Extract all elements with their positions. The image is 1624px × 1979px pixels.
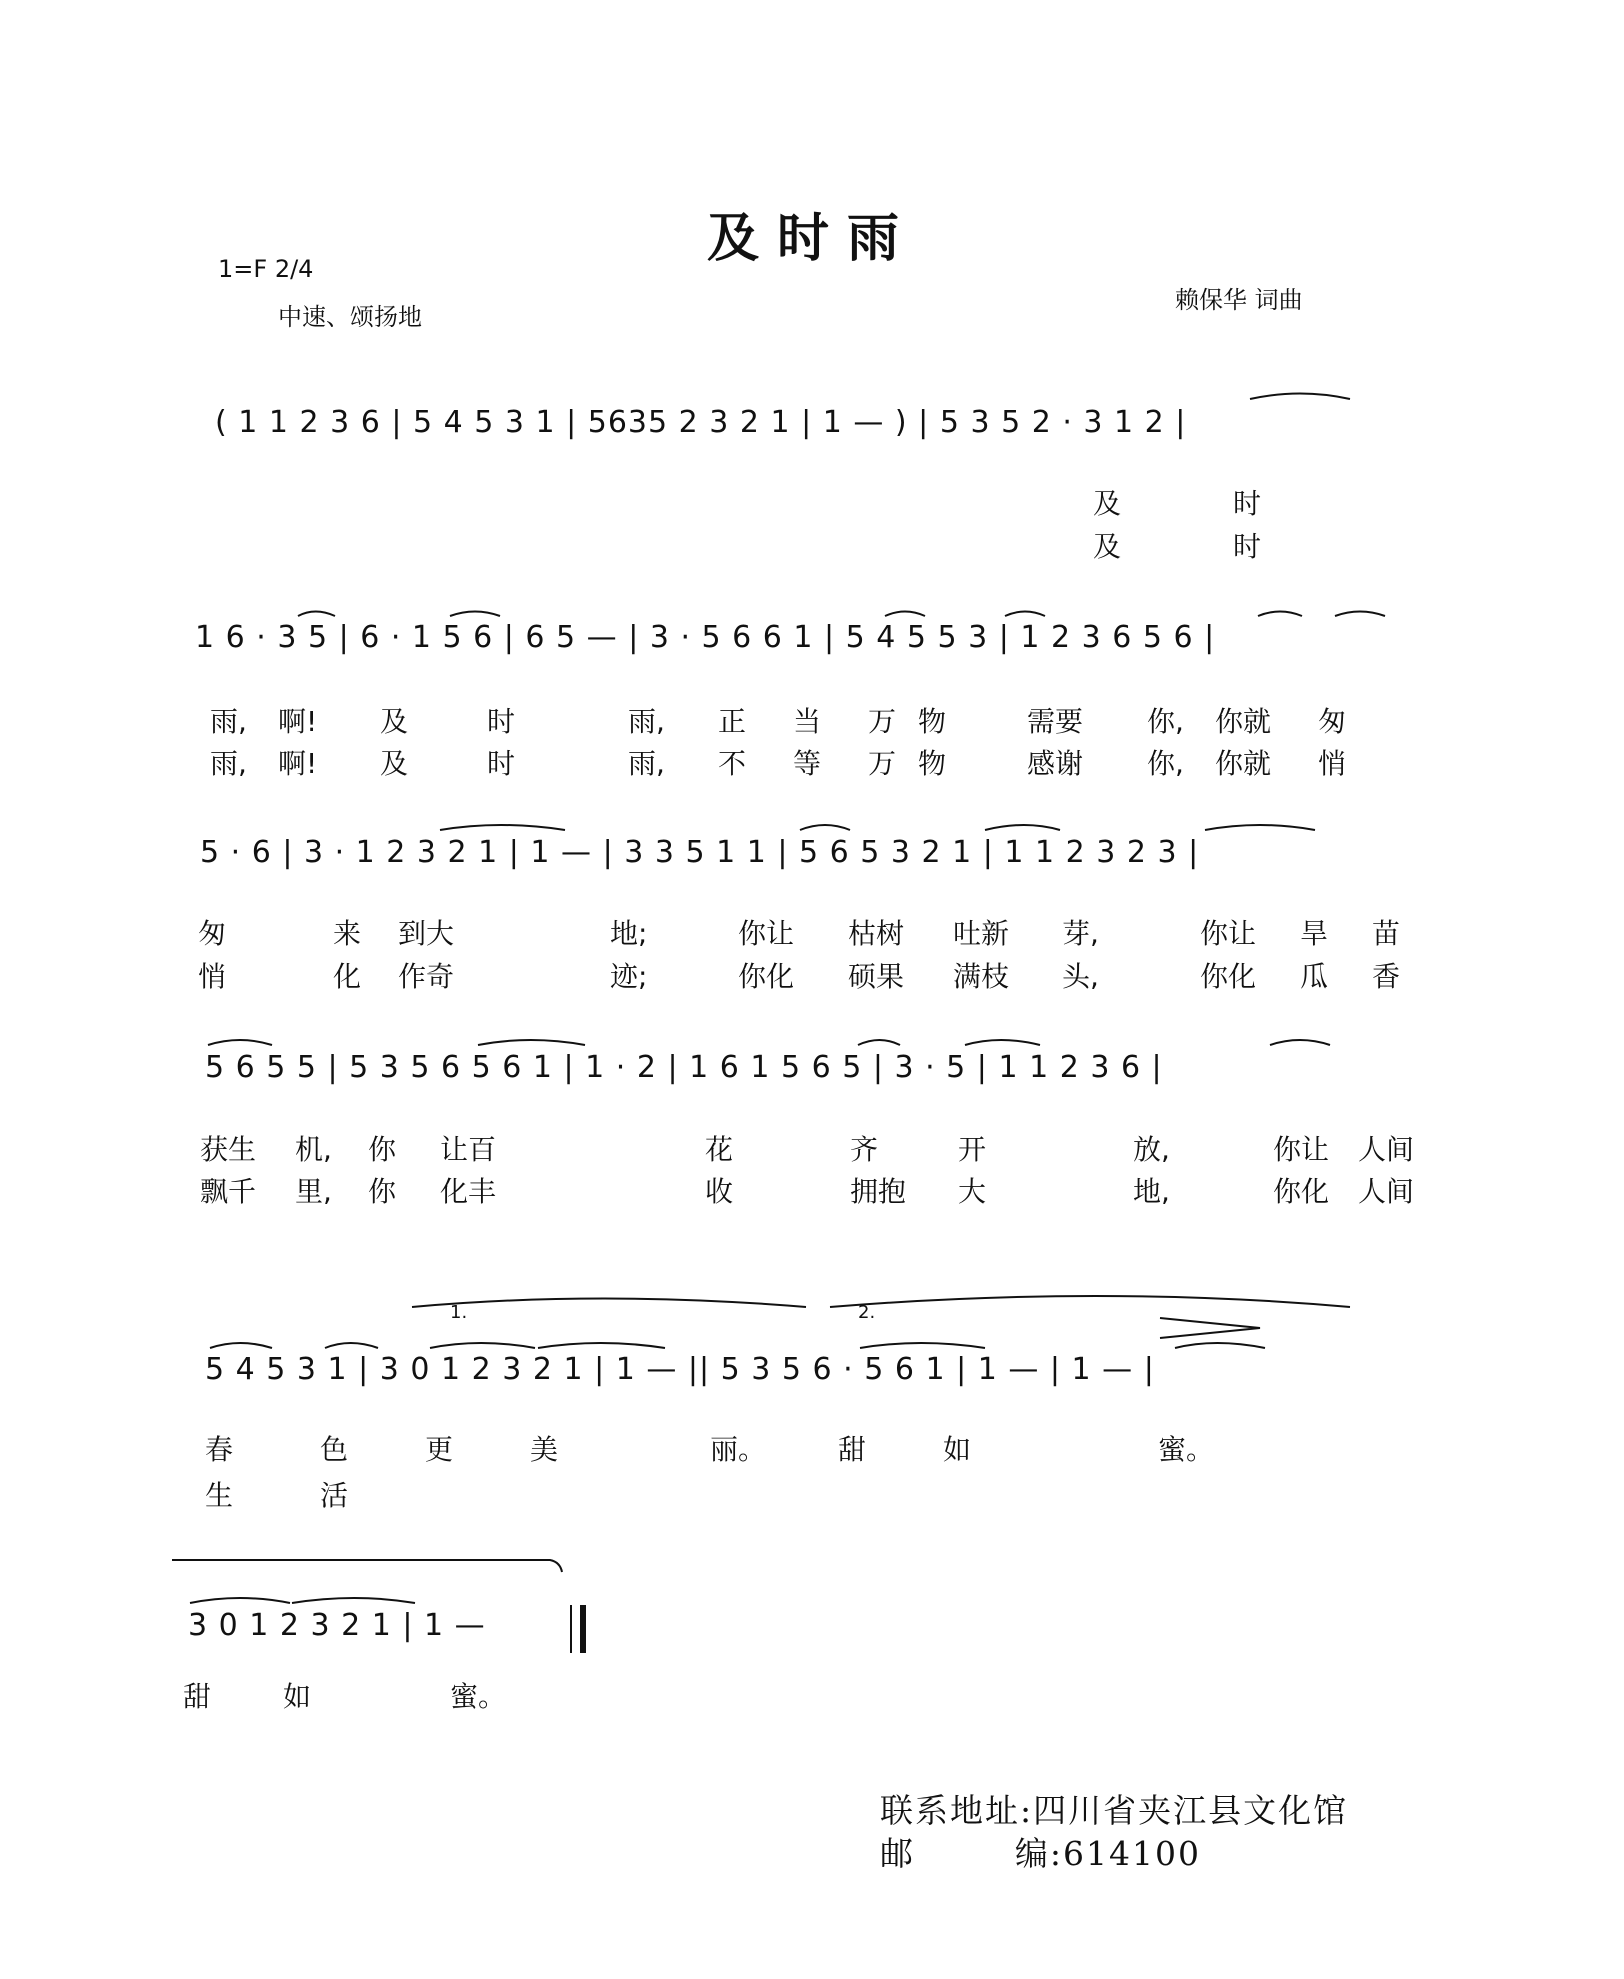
tie-mark (190, 1598, 290, 1603)
lyric-word: 人间 (1358, 1175, 1415, 1208)
volta-2-label: 2. (858, 1302, 876, 1323)
lyric-word: 花 (705, 1133, 734, 1166)
final-barline-thin (570, 1605, 572, 1653)
lyric-word: 机, (295, 1133, 332, 1166)
lyric-word: 作奇 (398, 960, 455, 993)
lyric-word: 飘千 (200, 1175, 257, 1208)
lyric-word: 春 (205, 1433, 234, 1466)
tie-mark (210, 1343, 272, 1348)
lyric-word: 啊! (278, 747, 318, 780)
lyric-word: 时 (1233, 487, 1262, 520)
lyric-word: 物 (918, 705, 947, 738)
lyric-word: 让百 (440, 1133, 497, 1166)
lyric-word: 甜 (838, 1433, 867, 1466)
lyric-word: 美 (530, 1433, 559, 1466)
lyric-word: 万 (868, 705, 897, 738)
lyric-word: 你让 (1273, 1133, 1330, 1166)
lyric-word: 地; (610, 917, 648, 950)
system-3-notation: 5 · 6 | 3 · 1 2 3 2 1 | 1 — | 3 3 5 1 1 | 5 6 5 3 2 1 | 1 1 2 3 2 3 | (200, 835, 1200, 870)
lyric-word: 放, (1133, 1133, 1170, 1166)
lyric-word: 开 (958, 1133, 987, 1166)
lyric-word: 蜜。 (1158, 1433, 1215, 1466)
contact-address: 联系地址:四川省夹江县文化馆 (880, 1791, 1349, 1830)
lyric-word: 时 (487, 705, 516, 738)
tie-mark (1005, 612, 1045, 617)
lyric-word: 大 (958, 1175, 987, 1208)
lyric-word: 生 (205, 1479, 234, 1512)
tie-mark (1270, 1040, 1330, 1045)
system-1-notation: ( 1 1 2 3 6 | 5 4 5 3 1 | 5635 2 3 2 1 | 1 — ) | 5 3 5 2 · 3 1 2 | (215, 405, 1187, 440)
lyric-word: 芽, (1062, 917, 1099, 950)
lyric-word: 齐 (850, 1133, 879, 1166)
lyric-word: 及 (1093, 487, 1122, 520)
lyric-word: 你 (368, 1133, 397, 1166)
lyric-word: 你, (1147, 705, 1184, 738)
lyric-word: 拥抱 (850, 1175, 907, 1208)
lyric-word: 化丰 (440, 1175, 497, 1208)
lyric-word: 吐新 (953, 917, 1010, 950)
lyric-word: 如 (283, 1680, 312, 1713)
lyric-word: 及 (380, 747, 409, 780)
system-5-notation: 5 4 5 3 1 | 3 0 1 2 3 2 1 | 1 — || 5 3 5 6 · 5 6 1 | 1 — | 1 — | (205, 1352, 1155, 1387)
tie-mark (800, 825, 850, 830)
lyric-word: 瓜 (1300, 960, 1329, 993)
lyric-word: 你就 (1215, 705, 1272, 738)
lyric-word: 时 (487, 747, 516, 780)
lyric-word: 匆 (1318, 705, 1347, 738)
lyric-word: 苗 (1372, 917, 1401, 950)
lyric-word: 雨, (210, 705, 247, 738)
system-6-notation: 3 0 1 2 3 2 1 | 1 — (188, 1608, 486, 1643)
lyric-word: 悄 (198, 960, 227, 993)
tie-mark (450, 612, 500, 617)
tie-mark (292, 1598, 415, 1603)
lyric-word: 更 (425, 1433, 454, 1466)
lyric-word: 雨, (628, 747, 665, 780)
lyric-word: 活 (320, 1479, 349, 1512)
lyric-word: 感谢 (1027, 747, 1084, 780)
tie-mark (208, 1040, 272, 1045)
lyric-word: 里, (295, 1175, 332, 1208)
lyric-word: 需要 (1027, 705, 1084, 738)
lyric-word: 香 (1372, 960, 1401, 993)
lyric-word: 及 (1093, 530, 1122, 563)
tie-mark (885, 612, 925, 617)
lyric-word: 正 (718, 705, 747, 738)
lyric-word: 到大 (398, 917, 455, 950)
tie-mark (1175, 1343, 1265, 1348)
decrescendo-hairpin (1160, 1318, 1260, 1338)
lyric-word: 雨, (628, 705, 665, 738)
lyric-word: 你 (368, 1175, 397, 1208)
lyric-word: 不 (718, 747, 747, 780)
lyric-word: 获生 (200, 1133, 257, 1166)
tie-mark (1335, 612, 1385, 617)
tempo-marking: 中速、颂扬地 (278, 303, 422, 331)
lyric-word: 你化 (1273, 1175, 1330, 1208)
tie-mark (298, 612, 335, 617)
system-4-notation: 5 6 5 5 | 5 3 5 6 5 6 1 | 1 · 2 | 1 6 1 5 6 5 | 3 · 5 | 1 1 2 3 6 | (205, 1050, 1163, 1085)
lyric-word: 时 (1233, 530, 1262, 563)
volta-2-bracket (830, 1296, 1350, 1307)
volta-1-label: 1. (450, 1302, 468, 1323)
lyric-word: 人间 (1358, 1133, 1415, 1166)
tie-mark (325, 1343, 378, 1348)
tie-mark (478, 1040, 585, 1045)
lyric-word: 满枝 (953, 960, 1010, 993)
lyric-word: 你就 (1215, 747, 1272, 780)
tie-mark (1205, 825, 1315, 830)
lyric-word: 及 (380, 705, 409, 738)
lyric-word: 枯树 (848, 917, 905, 950)
lyric-word: 啊! (278, 705, 318, 738)
credit-line: 赖保华 词曲 (1175, 286, 1303, 314)
lyric-word: 硕果 (848, 960, 905, 993)
lyric-word: 蜜。 (450, 1680, 507, 1713)
lyric-word: 悄 (1318, 747, 1347, 780)
system-2-notation: 1 6 · 3 5 | 6 · 1 5 6 | 6 5 — | 3 · 5 6 6 1 | 5 4 5 5 3 | 1 2 3 6 5 6 | (195, 620, 1216, 655)
contact-postcode: 邮 编:614100 (880, 1834, 1202, 1873)
lyric-word: 雨, (210, 747, 247, 780)
lyric-word: 甜 (183, 1680, 212, 1713)
lyric-word: 来 (333, 917, 362, 950)
song-title: 及时雨 (706, 208, 917, 269)
lyric-word: 你让 (738, 917, 795, 950)
volta-1-bracket (412, 1299, 806, 1308)
lyric-word: 迹; (610, 960, 648, 993)
tie-mark (538, 1343, 665, 1348)
lyric-word: 你让 (1200, 917, 1257, 950)
lyric-word: 地, (1133, 1175, 1170, 1208)
final-barline (580, 1605, 586, 1653)
tie-mark (858, 1040, 900, 1045)
lyric-word: 你, (1147, 747, 1184, 780)
tie-mark (965, 1040, 1040, 1045)
tie-mark (985, 825, 1060, 830)
lyric-word: 等 (793, 747, 822, 780)
lyric-word: 化 (333, 960, 362, 993)
lyric-word: 丽。 (710, 1433, 767, 1466)
lyric-word: 当 (793, 705, 822, 738)
tie-mark (430, 1343, 535, 1348)
lyric-word: 你化 (1200, 960, 1257, 993)
lyric-word: 万 (868, 747, 897, 780)
key-time-signature: 1=F 2/4 (218, 255, 314, 283)
tie-mark (1250, 394, 1350, 400)
lyric-word: 旱 (1300, 917, 1329, 950)
lyric-word: 头, (1062, 960, 1099, 993)
lyric-word: 匆 (198, 917, 227, 950)
lyric-word: 色 (320, 1433, 349, 1466)
tie-mark (1258, 612, 1302, 617)
lyric-word: 物 (918, 747, 947, 780)
lyric-word: 你化 (738, 960, 795, 993)
volta-bracket-extension (172, 1560, 562, 1572)
tie-mark (440, 825, 565, 830)
lyric-word: 如 (943, 1433, 972, 1466)
tie-mark (860, 1343, 985, 1348)
lyric-word: 收 (705, 1175, 734, 1208)
